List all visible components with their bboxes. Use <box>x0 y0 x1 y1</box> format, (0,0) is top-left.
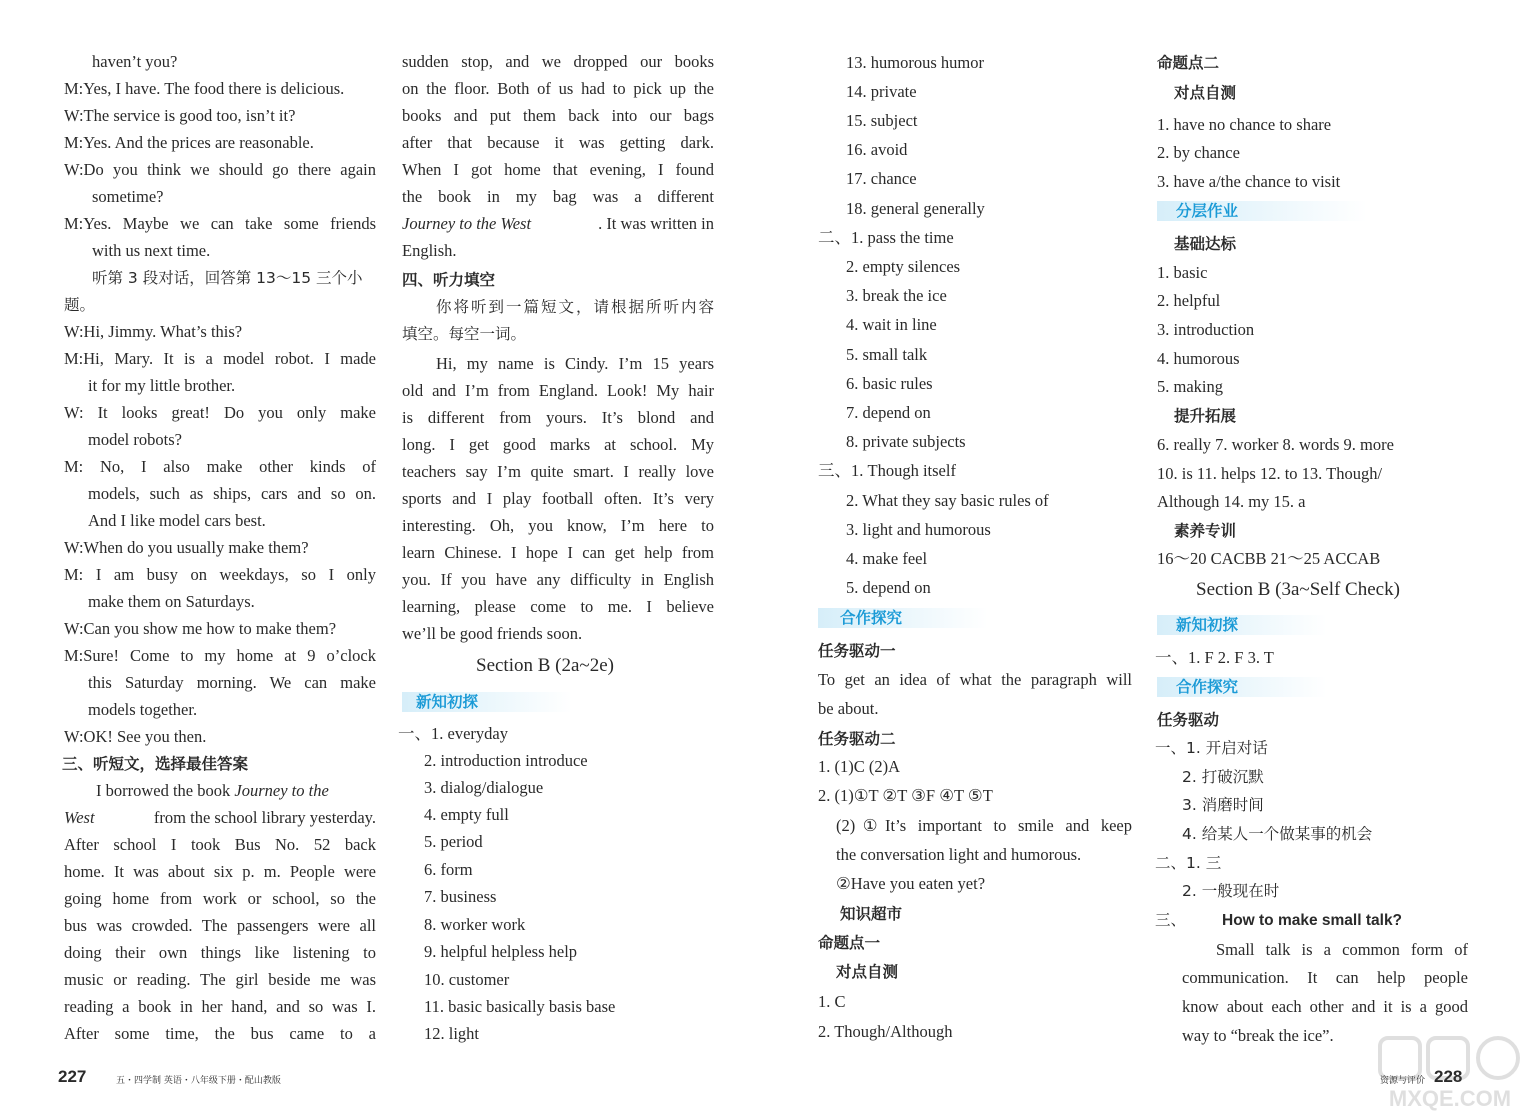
answer-line: 二、1. 三 <box>1155 854 1222 872</box>
text-line: you. If you have any difficulty in English <box>402 570 714 589</box>
page-number-left: 227 <box>58 1067 87 1086</box>
text-line: M:Yes. And the prices are reasonable. <box>64 133 314 152</box>
text-line: M:Yes. Maybe we can take some friends <box>64 214 376 233</box>
text-line: interesting. Oh, you know, I’m here to <box>402 516 714 535</box>
text-line: W:Can you show me how to make them? <box>64 619 337 638</box>
answer-line: 5. small talk <box>846 345 928 364</box>
answer-line: 2. empty silences <box>846 257 961 276</box>
text-line: And I like model cars best. <box>88 511 266 530</box>
answer-line: 6. basic rules <box>846 374 933 393</box>
text-line: bus was crowded. The passengers were all <box>64 916 376 935</box>
answer-line: 2. 打破沉默 <box>1182 768 1264 786</box>
text-line: M:Yes, I have. The food there is delicious. <box>64 79 345 98</box>
answer-line: 14. private <box>846 82 917 101</box>
text-line: music or reading. The girl beside me was <box>64 970 376 989</box>
answer-line: 1. C <box>818 992 846 1011</box>
subheading: 命题点一 <box>818 934 881 952</box>
answer-line: 10. is 11. helps 12. to 13. Though/ <box>1157 464 1383 483</box>
section-title: Section B (2a~2e) <box>476 655 614 676</box>
answer-line: 一、1. 开启对话 <box>1155 739 1268 757</box>
text-line: reading a book in her hand, and so was I. <box>64 997 376 1016</box>
subheading: 知识超市 <box>840 905 903 923</box>
answer-line: 1. have no chance to share <box>1157 115 1332 134</box>
text-line: 你将听到一篇短文，请根据所听内容 <box>436 298 714 316</box>
text-line: W: It looks great! Do you only make <box>64 403 376 422</box>
answer-line: 5. making <box>1157 377 1223 396</box>
text-line: W:When do you usually make them? <box>64 538 309 557</box>
answer-line: 7. depend on <box>846 403 931 422</box>
answer-line: 三、 <box>1155 911 1187 929</box>
text-line: old and I’m from England. Look! My hair <box>402 381 714 400</box>
answer-line: 2. introduction introduce <box>424 751 588 770</box>
answer-line: 8. worker work <box>424 915 526 934</box>
answer-line: 9. helpful helpless help <box>424 942 578 961</box>
subheading: 对点自测 <box>1174 84 1237 102</box>
answer-line: the conversation light and humorous. <box>836 845 1082 864</box>
subheading: 对点自测 <box>836 963 899 981</box>
answer-line: 11. basic basically basis base <box>424 997 616 1016</box>
answer-line: 2. by chance <box>1157 143 1240 162</box>
text-line: after that because it was getting dark. <box>402 133 714 152</box>
text-line: models together. <box>88 700 198 719</box>
text-line: English. <box>402 241 457 260</box>
answer-line: 15. subject <box>846 111 918 130</box>
text-line: When I got home that evening, I found <box>402 160 714 179</box>
text-line: sudden stop, and we dropped our books <box>402 52 714 71</box>
text-line: it for my little brother. <box>88 376 236 395</box>
subheading: 任务驱动一 <box>818 642 896 660</box>
subheading: 命题点二 <box>1157 54 1220 72</box>
answer-line: 13. humorous humor <box>846 53 984 72</box>
answer-line: 2. helpful <box>1157 291 1221 310</box>
text-line: on the floor. Both of us had to pick up the <box>402 79 714 98</box>
subheading: 任务驱动 <box>1157 711 1220 729</box>
section-tag: 合作探究 <box>1176 678 1239 696</box>
text-line: long. I get good marks at school. My <box>402 435 714 454</box>
answer-line: 2. (1)①T ②T ③F ④T ⑤T <box>818 786 993 805</box>
text-line: going home from work or school, so the <box>64 889 376 908</box>
answer-line: 3. break the ice <box>846 286 947 305</box>
answer-line: 7. business <box>424 887 497 906</box>
section-tag: 合作探究 <box>840 609 903 627</box>
answer-line: 6. really 7. worker 8. words 9. more <box>1157 435 1394 454</box>
text-line: M: No, I also make other kinds of <box>64 457 376 476</box>
section-tag: 分层作业 <box>1176 202 1239 220</box>
text-line: I borrowed the book Journey to the <box>96 781 329 800</box>
text-line: haven’t you? <box>92 52 178 71</box>
answer-line: 3. 消磨时间 <box>1182 796 1264 814</box>
text-line: make them on Saturdays. <box>88 592 255 611</box>
text-line: Journey to the West . It was written in <box>402 214 714 233</box>
answer-line: 4. 给某人一个做某事的机会 <box>1182 825 1373 843</box>
text-line: West from the school library yesterday. <box>64 808 376 827</box>
text-line: After school I took Bus No. 52 back <box>64 835 376 854</box>
answer-line: ②Have you eaten yet? <box>836 874 986 893</box>
answer-line: 二、1. pass the time <box>818 228 954 247</box>
section-heading: 四、听力填空 <box>402 271 496 289</box>
text-line: communication. It can help people <box>1182 968 1468 987</box>
text-line: Small talk is a common form of <box>1216 940 1468 959</box>
answer-line: 3. have a/the chance to visit <box>1157 172 1341 191</box>
answer-line: 16～20 CACBB 21～25 ACCAB <box>1157 549 1381 568</box>
text-line: home. It was about six p. m. People were <box>64 862 376 881</box>
section-heading: 三、听短文，选择最佳答案 <box>62 755 249 773</box>
answer-line: 2. 一般现在时 <box>1182 882 1280 900</box>
text-line: learn Chinese. I hope I can get help from <box>402 543 714 562</box>
answer-line: 18. general generally <box>846 199 985 218</box>
text-line: this Saturday morning. We can make <box>88 673 376 692</box>
subheading: 基础达标 <box>1174 235 1237 253</box>
subheading: 任务驱动二 <box>818 730 896 748</box>
answer-line: 1. (1)C (2)A <box>818 757 901 776</box>
text-line: W:The service is good too, isn’t it? <box>64 106 296 125</box>
text-line: 填空。每空一词。 <box>402 325 527 343</box>
text-line: Hi, my name is Cindy. I’m 15 years <box>436 354 714 373</box>
subheading: 素养专训 <box>1174 522 1237 540</box>
answer-line: 2. Though/Although <box>818 1022 953 1041</box>
text-line: M: I am busy on weekdays, so I only <box>64 565 376 584</box>
answer-line: Although 14. my 15. a <box>1157 492 1306 511</box>
answer-line: 3. introduction <box>1157 320 1255 339</box>
answer-line: 4. empty full <box>424 805 509 824</box>
text-line: M:Sure! Come to my home at 9 o’clock <box>64 646 376 665</box>
subheading: 提升拓展 <box>1174 407 1237 425</box>
text-line: be about. <box>818 699 879 718</box>
footer-left-text: 五・四学制 英语・八年级下册・配山教版 <box>116 1076 281 1086</box>
answer-line: 3. light and humorous <box>846 520 991 539</box>
answer-line: (2)①It’s important to smile and keep <box>836 816 1132 835</box>
answer-line: 6. form <box>424 860 473 879</box>
text-line: teachers say I’m quite smart. I really love <box>402 462 714 481</box>
answer-line: 三、1. Though itself <box>818 461 956 480</box>
answer-line: 10. customer <box>424 970 510 989</box>
section-title: Section B (3a~Self Check) <box>1196 579 1400 600</box>
page-number-right: 228 <box>1434 1067 1463 1086</box>
section-tag: 新知初探 <box>416 693 479 711</box>
text-line: To get an idea of what the paragraph will <box>818 670 1132 689</box>
answer-line: 4. make feel <box>846 549 928 568</box>
answer-line: 一、1. F 2. F 3. T <box>1155 648 1274 667</box>
text-line: learning, please come to me. I believe <box>402 597 714 616</box>
footer-right-text: 资源与评价 <box>1380 1076 1426 1086</box>
answer-line: 2. What they say basic rules of <box>846 491 1049 510</box>
answer-line: 5. period <box>424 832 483 851</box>
answer-line: 8. private subjects <box>846 432 966 451</box>
passage-title: How to make small talk? <box>1222 912 1403 929</box>
answer-line: 4. humorous <box>1157 349 1240 368</box>
text-line: W:Do you think we should go there again <box>64 160 376 179</box>
answer-line: 17. chance <box>846 169 917 188</box>
text-line: we’ll be good friends soon. <box>402 624 583 643</box>
text-line: models, such as ships, cars and so on. <box>88 484 376 503</box>
text-line: 题。 <box>64 296 96 314</box>
text-line: M:Hi, Mary. It is a model robot. I made <box>64 349 376 368</box>
answer-line: 一、1. everyday <box>398 724 508 743</box>
text-line: doing their own things like listening to <box>64 943 376 962</box>
text-line: know about each other and it is a good <box>1182 997 1468 1016</box>
text-line: W:Hi, Jimmy. What’s this? <box>64 322 243 341</box>
answer-line: 12. light <box>424 1024 480 1043</box>
answer-line: 16. avoid <box>846 140 908 159</box>
text-line: is different from yours. It’s blond and <box>402 408 714 427</box>
text-line: with us next time. <box>92 241 211 260</box>
text-line: sometime? <box>92 187 164 206</box>
text-line: W:OK! See you then. <box>64 727 207 746</box>
text-line: way to “break the ice”. <box>1182 1026 1334 1045</box>
text-line: the book in my bag was a different <box>402 187 714 206</box>
text-line: After some time, the bus came to a <box>64 1024 376 1043</box>
text-line: sports and I play football often. It’s very <box>402 489 714 508</box>
watermark-text: MXQE.COM <box>1388 1086 1512 1111</box>
text-line: model robots? <box>88 430 182 449</box>
text-line: 听第 3 段对话，回答第 13～15 三个小 <box>92 269 363 287</box>
text-line: books and put them back into our bags <box>402 106 714 125</box>
section-tag: 新知初探 <box>1176 616 1239 634</box>
answer-line: 3. dialog/dialogue <box>424 778 544 797</box>
answer-line: 4. wait in line <box>846 315 937 334</box>
watermark-logo <box>1370 1034 1530 1114</box>
answer-line: 1. basic <box>1157 263 1208 282</box>
answer-line: 5. depend on <box>846 578 931 597</box>
